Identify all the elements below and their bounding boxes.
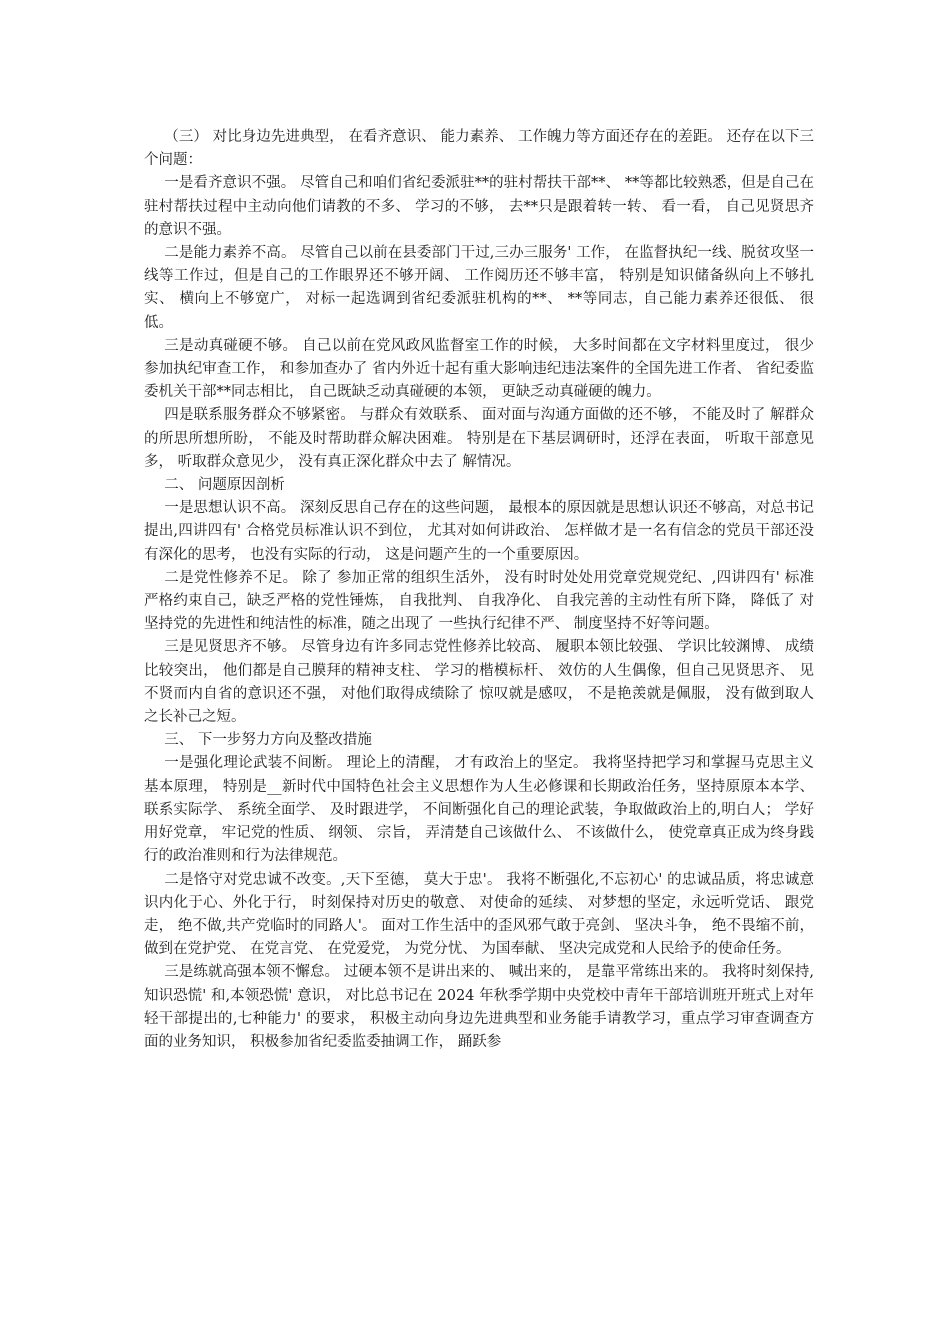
body-paragraph: 一是思想认识不高。 深刻反思自己存在的这些问题， 最根本的原因就是思想认识还不够高，对总书记提出,四讲四有' 合格党员标准认识不到位， 尤其对如何讲政治、 怎样做才是一名有信念的党员干部还没有深化的思考， 也没有实际的行动， 这是问题产生的一个重要原因。: [144, 500, 814, 563]
body-paragraph: 一是强化理论武装不间断。 理论上的清醒， 才有政治上的坚定。 我将坚持把学习和掌握马克思主义基本原理， 特别是__新时代中国特色社会主义思想作为人生必修课和长期政治任务，坚持原原本本学、 联系实际学、 系统全面学、 及时跟进学， 不间断强化自己的理论武装，争取做政治上的,明白人； 学好用好党章， 牢记党的性质、 纲领、 宗旨， 弄清楚自己该做什么、 不该做什么， 使党章真正成为终身践行的政治准则和行为法律规范。: [144, 755, 814, 865]
body-paragraph: 三是见贤思齐不够。 尽管身边有许多同志党性修养比较高、 履职本领比较强、 学识比较渊博、 成绩比较突出， 他们都是自己膜拜的精神支柱、 学习的楷模标杆、 效仿的人生偶像，但自己见贤思齐、 见不贤而内自省的意识还不强， 对他们取得成绩除了 惊叹就是感叹， 不是艳羡就是佩服， 没有做到取人之长补己之短。: [144, 639, 814, 726]
body-paragraph: 二是能力素养不高。 尽管自己以前在县委部门干过,三办三服务' 工作， 在监督执纪一线、脱贫攻坚一线等工作过，但是自己的工作眼界还不够开阔、 工作阅历还不够丰富， 特别是知识储备纵向上不够扎实、 横向上不够宽广， 对标一起选调到省纪委派驻机构的**、 **等同志，自己能力素养还很低、 很低。: [144, 245, 814, 331]
body-paragraph: 四是联系服务群众不够紧密。 与群众有效联系、 面对面与沟通方面做的还不够， 不能及时了 解群众的所思所想所盼， 不能及时帮助群众解决困难。 特别是在下基层调研时，还浮在表面， 听取干部意见多， 听取群众意见少， 没有真正深化群众中去了 解情况。: [144, 407, 814, 470]
section-heading: 二、 问题原因剖析: [164, 477, 285, 494]
body-paragraph: 二是恪守对党忠诚不改变。,天下至德， 莫大于忠'。 我将不断强化,不忘初心' 的忠诚品质，将忠诚意识内化于心、外化于行， 时刻保持对历史的敬意、 对使命的延续、 对梦想的坚定，永远听党话、 跟党走， 绝不做,共产党临时的同路人'。 面对工作生活中的歪风邪气敢于亮剑、 坚决斗争， 绝不畏缩不前， 做到在党护党、 在党言党、 在党爱党， 为党分忧、 为国奉献、 坚决完成党和人民给予的使命任务。: [144, 871, 814, 958]
body-paragraph: （三） 对比身边先进典型， 在看齐意识、 能力素养、 工作魄力等方面还存在的差距。 还存在以下三个问题：: [144, 129, 814, 169]
body-paragraph: 二是党性修养不足。 除了 参加正常的组织生活外， 没有时时处处用党章党规党纪、,四讲四有' 标准严格约束自己，缺乏严格的党性锤炼， 自我批判、 自我净化、 自我完善的主动性有所下降， 降低了 对坚持党的先进性和纯洁性的标准，随之出现了 一些执行纪律不严、 制度坚持不好等问题。: [144, 569, 814, 633]
section-heading: 三、 下一步努力方向及整改措施: [164, 732, 372, 749]
body-paragraph: 三是练就高强本领不懈怠。 过硬本领不是讲出来的、 喊出来的， 是靠平常练出来的。 我将时刻保持,知识恐慌' 和,本领恐慌' 意识， 对比总书记在 2024 年秋季学期中央党校中青年干部培训班开班式上对年轻干部提出的,七种能力' 的要求， 积极主动向身边先进典型和业务能手请教学习，重点学习审查调查方面的业务知识， 积极参加省纪委监委抽调工作， 踊跃参: [144, 964, 814, 1050]
body-paragraph: 三是动真碰硬不够。 自己以前在党风政风监督室工作的时候， 大多时间都在文字材料里度过， 很少参加执纪审查工作， 和参加查办了 省内外近十起有重大影响违纪违法案件的全国先进工作者、 省纪委监委机关干部**同志相比， 自己既缺乏动真碰硬的本领， 更缺乏动真碰硬的魄力。: [144, 337, 814, 401]
body-paragraph: 一是看齐意识不强。 尽管自己和咱们省纪委派驻**的驻村帮扶干部**、 **等都比较熟悉，但是自己在驻村帮扶过程中主动向他们请教的不多、 学习的不够， 去**只是跟着转一转、 看一看， 自己见贤思齐的意识不强。: [144, 175, 814, 238]
document-page: [144, 126, 814, 1054]
